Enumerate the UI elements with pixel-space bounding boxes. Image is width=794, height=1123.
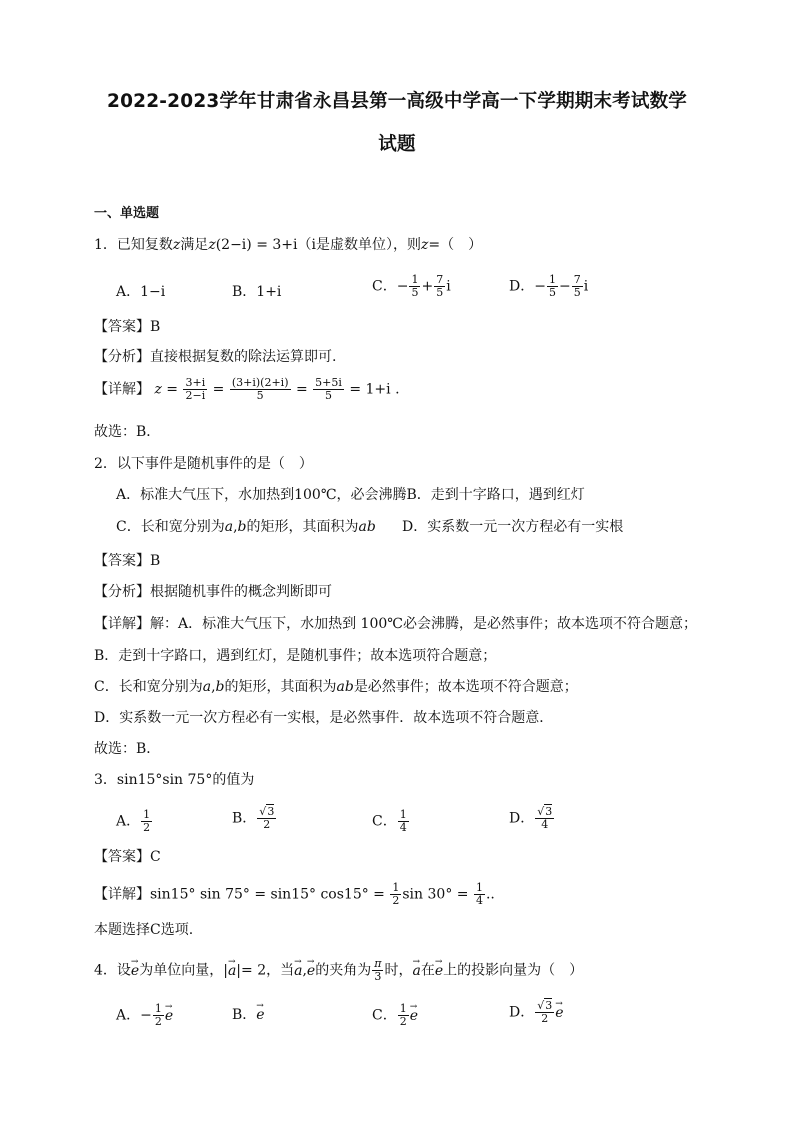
q3-detail: 【详解】sin15° sin 75° = sin15° cos15° = $\frac{1}{2}$ sin 30° = $\frac{1}{4}$ .. (94, 881, 495, 907)
q3-option-d: D． $\frac{√3}{4}$ (509, 805, 553, 831)
q3-option-b: B． $\frac{√3}{2}$ (232, 805, 275, 831)
section-heading: 一、单选题 (94, 206, 160, 221)
q1-option-b: B．1+i (232, 284, 282, 300)
q1-option-c: C．− $\frac{1}{5}$ + $\frac{7}{5}$ i (372, 273, 451, 299)
q2-detail-1: 【详解】解：A．标准大气压下，水加热到 100℃必会沸腾，是必然事件；故本选项不符合题意； (94, 616, 697, 632)
q3-option-c: C． $\frac{1}{4}$ (372, 808, 407, 834)
q1-stem: 1．已知复数z满足z(2−i) = 3+i（i是虚数单位），则z=（ ） (94, 237, 483, 253)
q3-stem: 3．sin15°sin 75°的值为 (94, 772, 255, 788)
q2-options-ab: A．标准大气压下，水加热到100℃，必会沸腾B．走到十字路口，遇到红灯 (116, 487, 585, 503)
q4-option-a: A．− $\frac{1}{2}$ → e (116, 1003, 173, 1028)
page-title-line2: 试题 (378, 134, 416, 155)
q1-conclusion: 故选：B． (94, 424, 161, 440)
q2-stem: 2．以下事件是随机事件的是（ ） (94, 456, 313, 472)
q2-conclusion: 故选：B． (94, 741, 161, 757)
q3-conclusion: 本题选择C选项. (94, 922, 194, 938)
q4-option-c: C． $\frac{1}{2}$ → e (372, 1003, 418, 1028)
q2-analysis: 【分析】根据随机事件的概念判断即可 (94, 584, 332, 600)
q1-detail: 【详解】 z = $\frac{3+i}{2-i}$ = $\frac{(3+i)(2+i)}{5}$ = $\frac{5+5i}{5}$ = 1+i . (94, 376, 400, 402)
q2-detail-3: C．长和宽分别为a,b的矩形，其面积为ab是必然事件；故本选项不符合题意； (94, 679, 578, 695)
q2-option-c: C．长和宽分别为a,b的矩形，其面积为ab (116, 519, 376, 535)
q4-option-b: B．→ e (232, 1006, 265, 1024)
q4-option-d: D． $\frac{√3}{2}$ → e (509, 1000, 564, 1025)
q2-detail-2: B．走到十字路口，遇到红灯，是随机事件；故本选项符合题意； (94, 648, 497, 664)
q1-option-d: D．− $\frac{1}{5}$ − $\frac{7}{5}$ i (509, 273, 589, 299)
q1-analysis: 【分析】直接根据复数的除法运算即可. (94, 349, 337, 365)
q3-answer: 【答案】C (94, 849, 161, 865)
q4-stem: 4．设→ e为单位向量，|→ a|= 2，当→ a,→ e的夹角为 $\frac{\pi}{3}$ 时，→ a在→ e上的投影向量为（ ） (94, 958, 583, 983)
q2-detail-4: D．实系数一元一次方程必有一实根，是必然事件．故本选项不符合题意． (94, 710, 554, 726)
q2-answer: 【答案】B (94, 553, 161, 569)
q3-option-a: A． $\frac{1}{2}$ (116, 808, 151, 834)
q1-answer: 【答案】B (94, 319, 161, 335)
q1-option-a: A．1−i (116, 284, 166, 300)
page-title: 2022-2023学年甘肃省永昌县第一高级中学高一下学期期末考试数学 (107, 91, 687, 112)
q2-option-d: D．实系数一元一次方程必有一实根 (402, 519, 624, 535)
